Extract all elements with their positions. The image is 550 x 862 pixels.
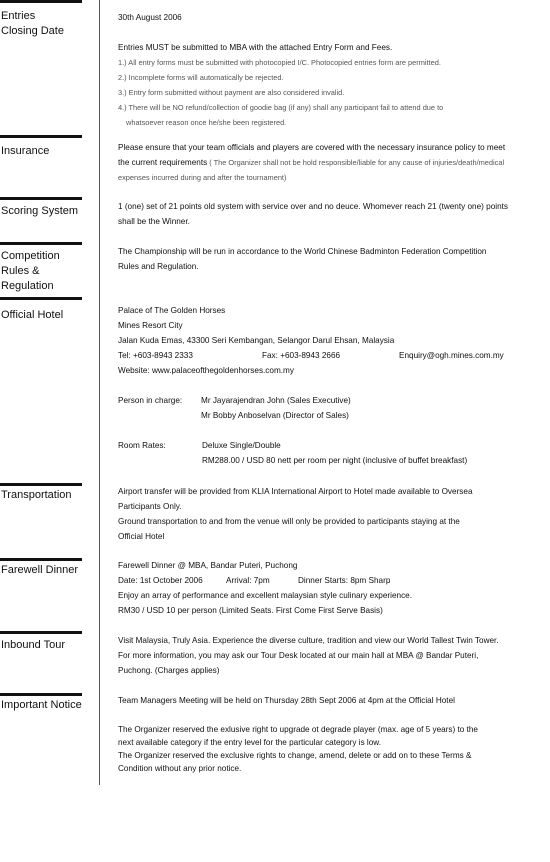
insurance-label: Insurance (1, 145, 50, 157)
scoring-content (118, 199, 546, 229)
transportation-line2: Participants Only. (118, 502, 182, 511)
scoring-line2: shall be the Winner. (118, 217, 190, 226)
transportation-line1: Airport transfer will be provided from KLIA International Airport to Hotel made available to Oversea (118, 487, 473, 496)
entries-rule-4: 4.) There will be NO refund/collection of goodie bag (if any) shall any participant fail to attend due to (118, 103, 444, 112)
inbound-line2: For more information, you may ask our Tour Desk located at our main hall at MBA @ Bandar Puteri, (118, 651, 479, 660)
hotel-person-label: Person in charge: (118, 396, 183, 405)
farewell-content (118, 558, 546, 618)
inbound-line1: Visit Malaysia, Truly Asia. Experience the diverse culture, tradition and view our World Tallest Twin Tower. (118, 636, 499, 645)
notice-line2: The Organizer reserved the exlusive right to upgrade ot degrade player (max. age of 5 years) to the (118, 725, 478, 734)
hotel-rates-2: RM288.00 / USD 80 nett per room per night (inclusive of buffet breakfast) (202, 456, 468, 465)
insurance-content (118, 140, 546, 185)
insurance-line2-note: ( The Organizer shall not be hold responsible/liable for any cause of injuries/death/medical (207, 158, 505, 167)
section-divider-entries (0, 0, 82, 3)
section-divider-farewell (0, 558, 82, 561)
scoring-label: Scoring System (1, 205, 79, 217)
farewell-times-row (118, 573, 546, 588)
hotel-rates-label: Room Rates: (118, 441, 166, 450)
scoring-line1: 1 (one) set of 21 points old system with service over and no deuce. Whomever reach 21 (twenty one) points (118, 202, 509, 211)
hotel-email[interactable]: Enquiry@ogh.mines.com.my (399, 351, 504, 360)
entries-label (1, 9, 64, 39)
hotel-contact-row (118, 348, 546, 363)
hotel-rates-1: Deluxe Single/Double (202, 441, 281, 450)
inbound-line3: Puchong. (Charges applies) (118, 666, 220, 675)
competition-line2: Rules and Regulation. (118, 262, 199, 271)
vertical-divider (99, 0, 100, 785)
farewell-arrival: Arrival: 7pm (226, 576, 270, 585)
transportation-content (118, 484, 546, 544)
hotel-rates-row-2 (118, 453, 546, 468)
farewell-line1: Farewell Dinner @ MBA, Bandar Puteri, Puchong (118, 561, 298, 570)
hotel-tel: Tel: +603-8943 2333 (118, 351, 193, 360)
notice-line5: Condition without any prior notice. (118, 764, 242, 773)
notice-label: Important Notice (1, 699, 82, 711)
section-divider-scoring (0, 197, 82, 200)
notice-line1: Team Managers Meeting will be held on Thursday 28th Sept 2006 at 4pm at the Official Hotel (118, 696, 455, 705)
entries-content (118, 10, 546, 130)
hotel-person-row (118, 393, 546, 408)
farewell-label: Farewell Dinner (1, 564, 79, 576)
competition-content (118, 244, 546, 274)
entries-label-line2: Closing Date (1, 25, 64, 37)
entries-rule-3: 3.) Entry form submitted without payment are also considered invalid. (118, 88, 345, 97)
competition-label-line2: Rules & (1, 265, 40, 277)
hotel-website[interactable]: Website: www.palaceofthegoldenhorses.com.my (118, 366, 294, 375)
hotel-rates-row (118, 438, 546, 453)
competition-label-line1: Competition (1, 250, 60, 262)
transportation-line3: Ground transportation to and from the venue will only be provided to participants staying at the (118, 517, 460, 526)
entries-rule-4-cont: whatsoever reason once he/she been registered. (126, 118, 287, 127)
hotel-fax: Fax: +603-8943 2666 (262, 351, 341, 360)
entries-intro: Entries MUST be submitted to MBA with the attached Entry Form and Fees. (118, 43, 393, 52)
competition-line1: The Championship will be run in accordance to the World Chinese Badminton Federation Competition (118, 247, 487, 256)
section-divider-competition (0, 242, 82, 245)
hotel-person-1: Mr Jayarajendran John (Sales Executive) (201, 396, 351, 405)
farewell-date: Date: 1st October 2006 (118, 576, 203, 585)
hotel-person-row-2 (118, 408, 546, 423)
competition-label (1, 249, 60, 294)
insurance-line2-main: the current requirements (118, 158, 208, 167)
hotel-address: Jalan Kuda Emas, 43300 Seri Kembangan, Selangor Darul Ehsan, Malaysia (118, 336, 395, 345)
section-divider-insurance (0, 135, 82, 138)
section-divider-inbound (0, 631, 82, 634)
farewell-starts: Dinner Starts: 8pm Sharp (298, 576, 391, 585)
insurance-line1: Please ensure that your team officials and players are covered with the necessary insurance policy to meet (118, 143, 506, 152)
hotel-person-2: Mr Bobby Anboselvan (Director of Sales) (201, 411, 349, 420)
entries-rule-2: 2.) Incomplete forms will automatically be rejected. (118, 73, 284, 82)
hotel-place: Mines Resort City (118, 321, 183, 330)
inbound-content (118, 633, 546, 678)
insurance-line3-note: expenses incurred during and after the tournament) (118, 173, 287, 182)
section-divider-transportation (0, 483, 82, 486)
transportation-label: Transportation (1, 489, 72, 501)
notice-content (118, 693, 546, 775)
competition-label-line3: Regulation (1, 280, 54, 292)
entries-label-line1: Entries (1, 10, 36, 22)
farewell-line4: RM30 / USD 10 per person (Limited Seats. First Come First Serve Basis) (118, 606, 383, 615)
farewell-line3: Enjoy an array of performance and excellent malaysian style culinary experience. (118, 591, 412, 600)
hotel-content (118, 303, 546, 468)
notice-line3: next available category if the entry level for the particular category is low. (118, 738, 382, 747)
entries-date: 30th August 2006 (118, 13, 182, 22)
section-divider-hotel (0, 297, 82, 300)
section-divider-notice (0, 693, 82, 696)
inbound-label: Inbound Tour (1, 639, 66, 651)
transportation-line4: Official Hotel (118, 532, 165, 541)
notice-line4: The Organizer reserved the exclusive rights to change, amend, delete or add on to these Terms & (118, 751, 472, 760)
hotel-name: Palace of The Golden Horses (118, 306, 226, 315)
hotel-label: Official Hotel (1, 309, 64, 321)
entries-rule-1: 1.) All entry forms must be submitted with photocopied I/C. Photocopied entries form are permitted. (118, 58, 441, 67)
